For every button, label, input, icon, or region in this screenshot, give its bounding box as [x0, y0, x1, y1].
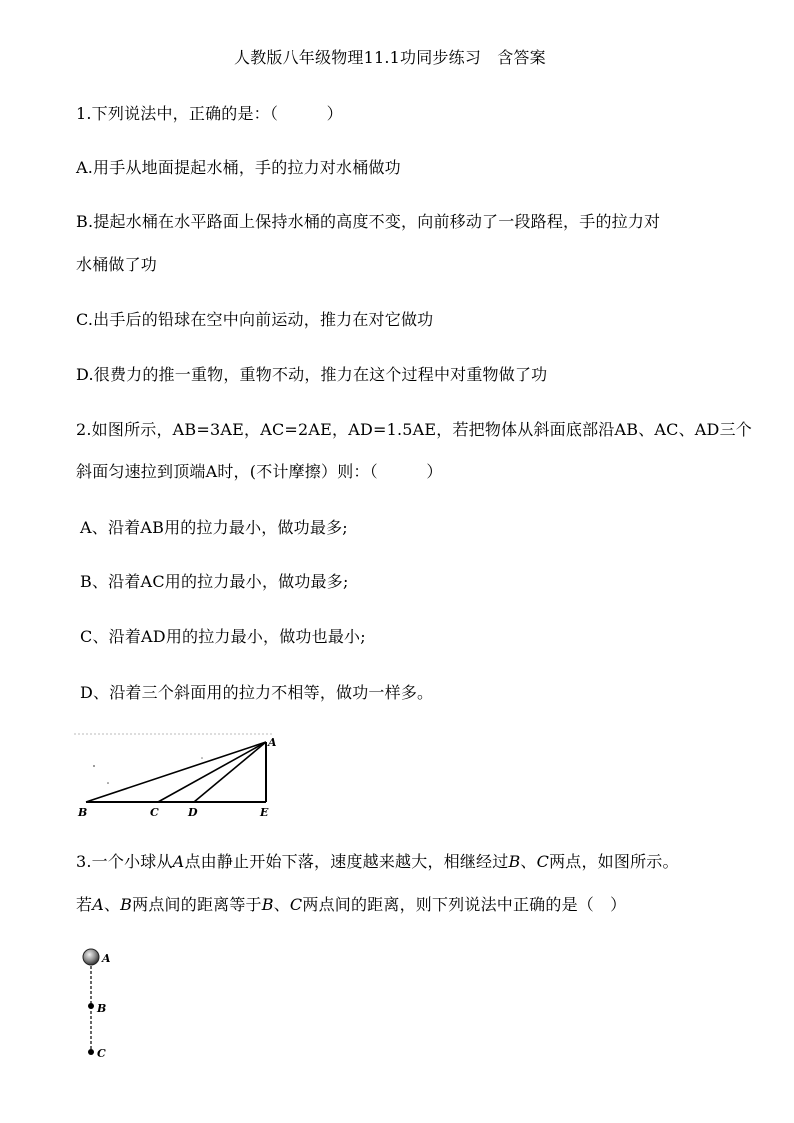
point-c-dot: [88, 1049, 94, 1055]
point-label-c: C: [150, 806, 159, 819]
incline-ad: [194, 742, 266, 802]
question-2-option-a: A、沿着AB用的拉力最小，做功最多;: [80, 518, 348, 537]
point-label-b: B: [78, 806, 88, 819]
point-label-e: E: [260, 806, 269, 819]
point-label-d: D: [188, 806, 198, 819]
point-ref-b: B: [120, 895, 133, 914]
point-ref-b: B: [508, 852, 521, 871]
point-ref-c: C: [536, 852, 550, 871]
question-2-stem-line2: 斜面匀速拉到顶端A时，(不计摩擦）则：（ ）: [76, 462, 443, 481]
text-run: 、: [103, 895, 121, 914]
point-ref-a: A: [172, 852, 185, 871]
speck: [201, 757, 203, 759]
question-3-stem-line2: [76, 895, 626, 915]
ball: [83, 949, 99, 965]
question-1-option-a: A.用手从地面提起水桶，手的拉力对水桶做功: [76, 158, 401, 177]
question-1-option-b-line2: 水桶做了功: [76, 255, 158, 274]
incline-figure: [72, 728, 292, 824]
text-run: 两点间的距离，则下列说法中正确的是（ ）: [302, 895, 627, 914]
question-3-stem-line1: [76, 852, 679, 872]
question-1-stem: 1.下列说法中，正确的是：（ ）: [76, 104, 343, 123]
point-b-dot: [88, 1003, 94, 1009]
point-ref-a: A: [92, 895, 104, 914]
page-title: 人教版八年级物理11.1功同步练习 含答案: [234, 48, 546, 67]
point-label-b: B: [97, 1002, 107, 1015]
point-label-c: C: [97, 1047, 106, 1060]
question-2-option-c: C、沿着AD用的拉力最小，做功也最小;: [80, 627, 366, 646]
question-1-option-d: D.很费力的推一重物，重物不动，推力在这个过程中对重物做了功: [76, 365, 548, 384]
speck: [93, 765, 95, 767]
point-label-a: A: [102, 952, 111, 965]
text-run: 、: [273, 895, 290, 914]
falling-ball-figure: [76, 944, 136, 1064]
text-run: 点由静止开始下落，速度越来越大，相继经过: [184, 852, 509, 871]
text-run: 两点间的距离等于: [132, 895, 262, 914]
question-1-option-b-line1: B.提起水桶在水平路面上保持水桶的高度不变，向前移动了一段路程，手的拉力对: [76, 212, 661, 231]
question-2-stem-line1: 2.如图所示，AB=3AE，AC=2AE，AD=1.5AE，若把物体从斜面底部沿AB、AC、AD三个: [76, 420, 752, 439]
text-run: 两点，如图所示。: [549, 852, 679, 871]
point-ref-b: B: [261, 895, 274, 914]
point-ref-c: C: [289, 895, 303, 914]
question-2-option-d: D、沿着三个斜面用的拉力不相等，做功一样多。: [80, 683, 434, 702]
question-1-option-c: C.出手后的铅球在空中向前运动，推力在对它做功: [76, 310, 434, 329]
speck: [107, 782, 109, 784]
text-run: 若: [76, 895, 93, 914]
text-run: 、: [520, 852, 537, 871]
question-2-option-b: B、沿着AC用的拉力最小，做功最多;: [80, 572, 349, 591]
text-run: 3.一个小球从: [76, 852, 173, 871]
incline-ab: [86, 742, 266, 802]
point-label-a: A: [268, 736, 277, 749]
